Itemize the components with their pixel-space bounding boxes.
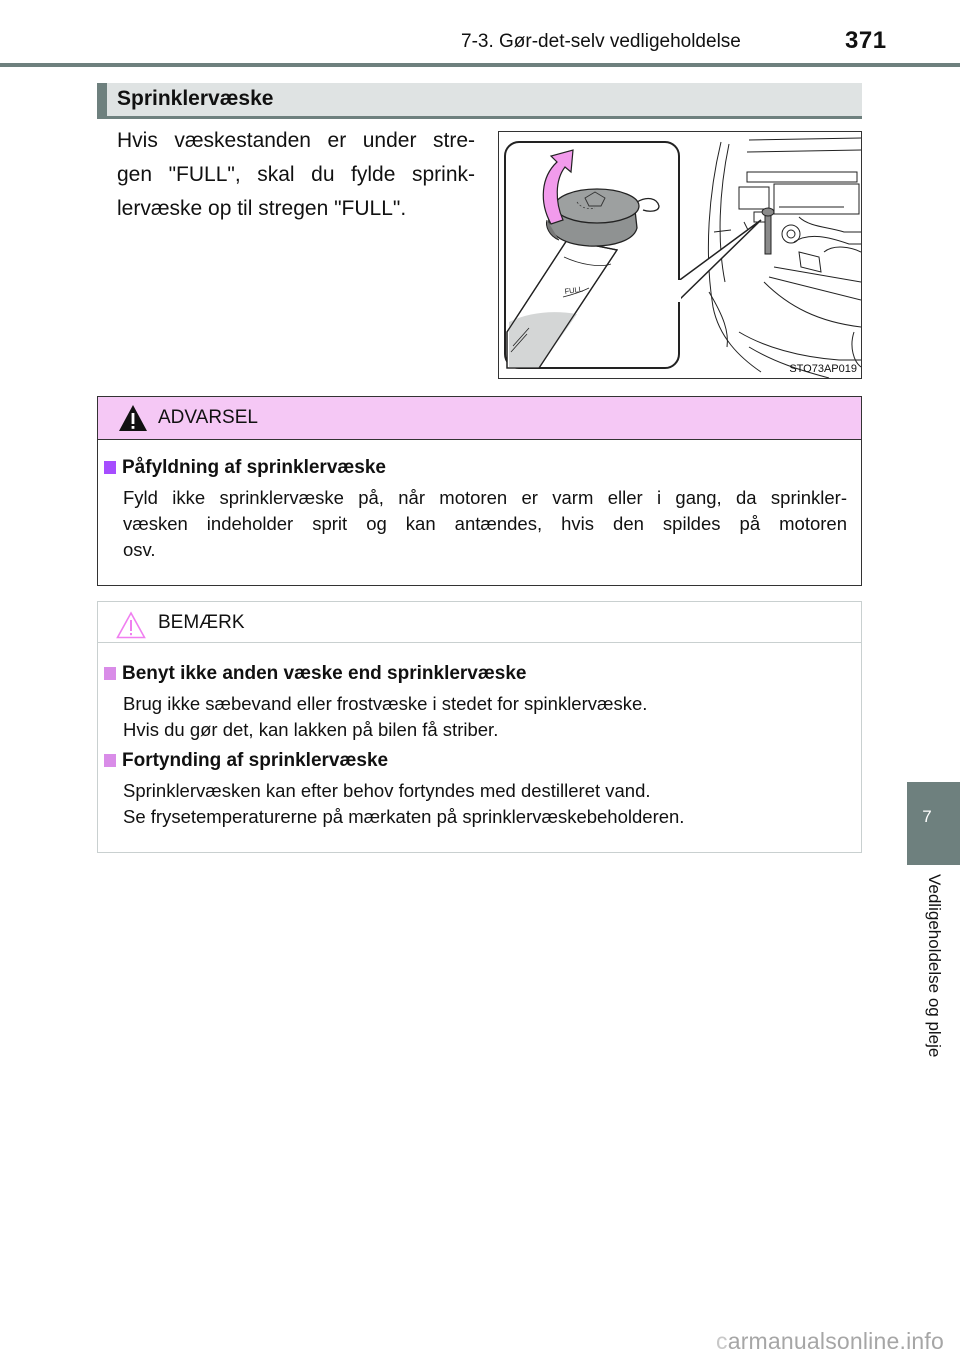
warning-triangle-filled-icon (118, 404, 148, 432)
section-title: Sprinklervæske (117, 87, 274, 110)
section-heading-accent (97, 83, 107, 116)
intro-line: Hvis væskestanden er under stre- (117, 129, 475, 152)
header-divider (0, 63, 960, 67)
engine-bay-drawing (708, 138, 861, 378)
figure-code: STO73AP019 (789, 363, 857, 375)
warning-item-title: Påfyldning af sprinklervæske (122, 457, 386, 478)
notice-item-title: Fortynding af sprinklervæske (122, 750, 389, 771)
notice-box (97, 601, 862, 853)
section-heading-bar (97, 83, 862, 119)
chapter-number: 7 (922, 807, 932, 826)
chapter-label-text: Vedligeholdelse og pleje (925, 874, 944, 1058)
notice-item-body: Sprinklervæsken kan efter behov fortyndes med destilleret vand. Se frysetemperaturerne på mærkaten på sprinklervæskebeholderen. (123, 780, 685, 827)
square-bullet-icon (104, 667, 116, 680)
intro-paragraph (117, 124, 475, 226)
square-bullet-icon (104, 754, 116, 767)
warning-header (98, 397, 861, 440)
section-breadcrumb: 7-3. Gør-det-selv vedligeholdelse (461, 31, 741, 52)
filler-neck-marker (765, 212, 771, 254)
intro-line: lervæske op til stregen "FULL". (117, 197, 407, 220)
page-number: 371 (845, 27, 887, 54)
warning-label: ADVARSEL (158, 407, 258, 428)
intro-line: gen "FULL", skal du fylde sprink- (117, 163, 475, 186)
square-bullet-icon (104, 461, 116, 474)
warning-item-body: Fyld ikke sprinklervæske på, når motoren er varm eller i gang, da sprinkler- væsken indeholder sprit og kan antændes, hvis den spildes på motoren osv. (123, 487, 847, 560)
notice-header (98, 602, 861, 643)
warning-box (97, 396, 862, 586)
notice-label: BEMÆRK (158, 612, 245, 633)
callout-pointer (677, 220, 761, 300)
page-header (0, 0, 960, 68)
notice-item-title: Benyt ikke anden væske end sprinklervæske (122, 663, 527, 684)
watermark: carmanualsonline.info (716, 1328, 944, 1354)
warning-triangle-outline-icon (116, 611, 146, 639)
chapter-tab (907, 782, 960, 865)
washer-fluid-figure (498, 131, 862, 379)
notice-item-body: Brug ikke sæbevand eller frostvæske i stedet for spinklervæske. Hvis du gør det, kan lakken på bilen få striber. (123, 693, 648, 740)
chapter-label (916, 874, 946, 1104)
washer-reservoir-illustration (499, 132, 862, 379)
svg-text:FULL: FULL (564, 284, 584, 296)
